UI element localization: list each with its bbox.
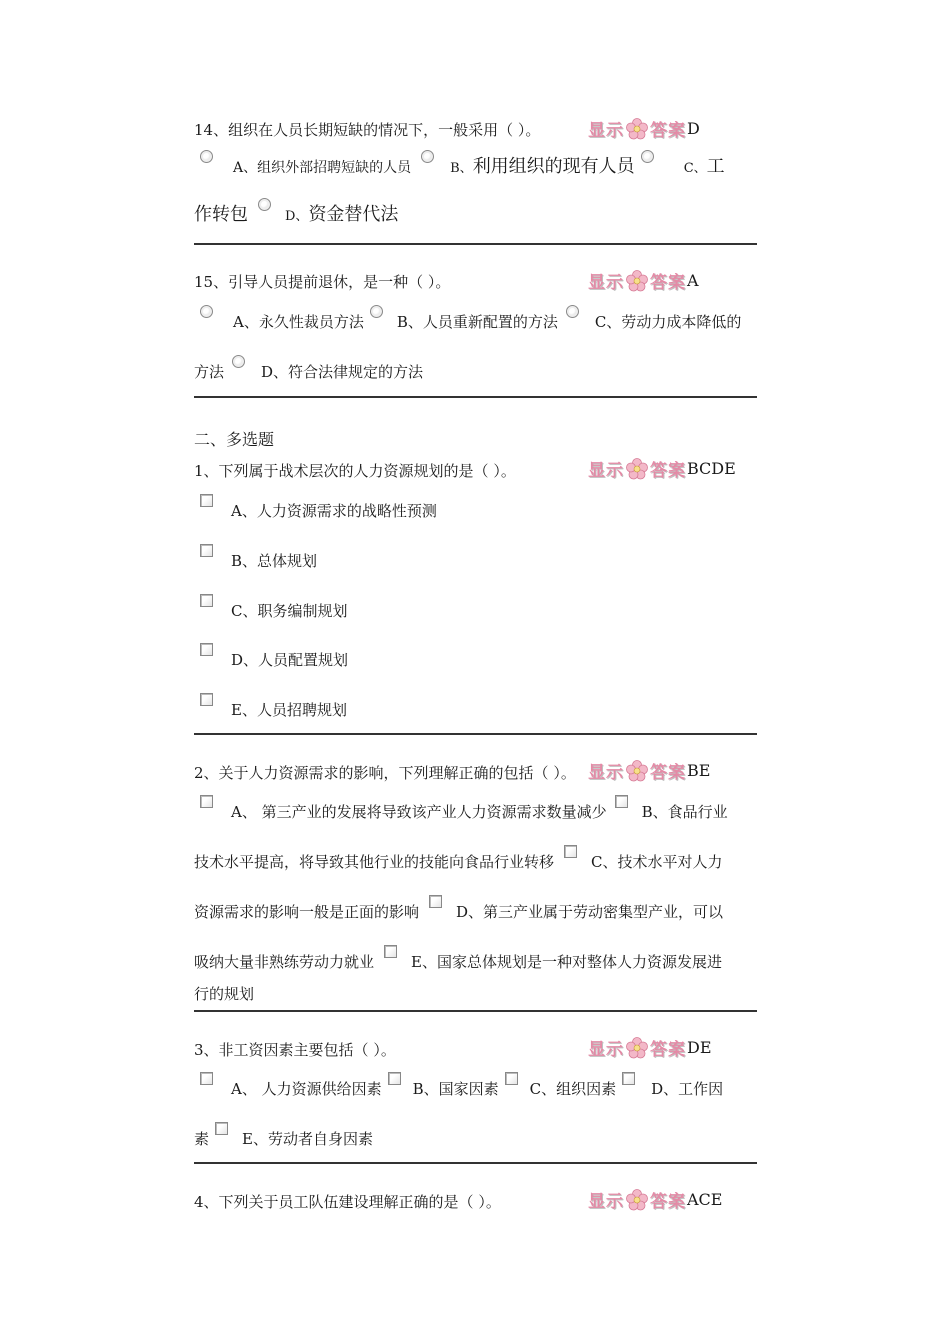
checkbox-c[interactable]: [505, 1072, 518, 1085]
q14-opt-c-prefix: C、: [683, 161, 707, 176]
radio-d[interactable]: [232, 355, 245, 368]
m2-stem: 2、关于人力资源需求的影响，下列理解正确的包括（ ）。: [194, 764, 576, 782]
q15-options-line2: [194, 363, 423, 381]
badge-text-answer: 答案: [650, 1192, 686, 1212]
q15-stem: 15、引导人员提前退休，是一种（ ）。: [194, 273, 451, 291]
divider: [194, 243, 757, 245]
checkbox-e[interactable]: [384, 945, 397, 958]
m1-option-a: [194, 502, 437, 520]
m2-line2: [194, 853, 723, 871]
badge-text-answer: 答案: [650, 1040, 686, 1060]
m2-opt-b-cont: 技术水平提高，将导致其他行业的技能向食品行业转移: [194, 853, 555, 871]
q14-opt-c-cont: 作转包: [194, 204, 248, 225]
show-answer-badge[interactable]: [588, 116, 686, 141]
m1-show-answer[interactable]: [588, 456, 736, 481]
q14-answer: D: [687, 119, 700, 138]
badge-text-answer: 答案: [650, 121, 686, 141]
m3-opt-d-cont: 素: [194, 1130, 210, 1148]
show-answer-badge[interactable]: [588, 456, 686, 481]
q15-options-line1: [194, 313, 741, 331]
q14-options-line1: [194, 158, 725, 178]
flower-icon: [626, 760, 648, 782]
m3-line2: [194, 1130, 373, 1148]
q14-stem: 14、组织在人员长期短缺的情况下，一般采用（ ）。: [194, 121, 541, 139]
badge-text-answer: 答案: [650, 461, 686, 481]
m3-stem: 3、非工资因素主要包括（ ）。: [194, 1041, 396, 1059]
checkbox-d[interactable]: [622, 1072, 635, 1085]
checkbox-b[interactable]: [388, 1072, 401, 1085]
checkbox-c[interactable]: [200, 594, 213, 607]
m1-opt-a-label: A、人力资源需求的战略性预测: [231, 502, 437, 520]
m1-option-c: [194, 602, 347, 620]
m2-opt-e-cont: 行的规划: [194, 985, 255, 1003]
m1-opt-b-label: B、总体规划: [231, 552, 318, 570]
radio-a[interactable]: [200, 150, 213, 163]
flower-icon: [626, 458, 648, 480]
q15-opt-b: B、人员重新配置的方法: [396, 313, 558, 331]
checkbox-c[interactable]: [564, 845, 577, 858]
m2-answer: BE: [687, 761, 711, 780]
m1-opt-c-label: C、职务编制规划: [231, 602, 348, 620]
checkbox-d[interactable]: [200, 643, 213, 656]
checkbox-a[interactable]: [200, 1072, 213, 1085]
m3-opt-e: E、劳动者自身因素: [242, 1130, 373, 1148]
m2-opt-b: B、食品行业: [641, 803, 728, 821]
radio-c[interactable]: [641, 150, 654, 163]
divider: [194, 1010, 757, 1012]
m2-opt-a: A、 第三产业的发展将导致该产业人力资源需求数量减少: [231, 803, 607, 821]
flower-icon: [626, 118, 648, 140]
flower-icon: [626, 1037, 648, 1059]
m3-opt-b: B、国家因素: [412, 1080, 499, 1098]
divider: [194, 1162, 757, 1164]
m2-opt-c: C、技术水平对人力: [591, 853, 723, 871]
checkbox-b[interactable]: [200, 544, 213, 557]
m1-option-b: [194, 552, 317, 570]
q15-opt-c: C、劳动力成本降低的: [594, 313, 742, 331]
m2-line1: [194, 803, 728, 821]
m1-opt-d-label: D、人员配置规划: [231, 651, 349, 669]
checkbox-e[interactable]: [200, 693, 213, 706]
q14-options-line2: [194, 206, 398, 226]
m3-show-answer[interactable]: [588, 1035, 712, 1060]
radio-b[interactable]: [370, 305, 383, 318]
badge-text-answer: 答案: [650, 763, 686, 783]
m1-answer: BCDE: [687, 459, 736, 478]
badge-text-show: 显示: [588, 461, 624, 481]
q14-opt-d-prefix: D、: [285, 209, 309, 224]
m1-opt-e-label: E、人员招聘规划: [231, 701, 347, 719]
badge-text-show: 显示: [588, 1040, 624, 1060]
q15-opt-d: D、符合法律规定的方法: [261, 363, 424, 381]
badge-text-answer: 答案: [650, 273, 686, 293]
radio-d[interactable]: [258, 198, 271, 211]
divider: [194, 396, 757, 398]
checkbox-b[interactable]: [615, 795, 628, 808]
checkbox-d[interactable]: [429, 895, 442, 908]
m2-line4: [194, 953, 722, 971]
flower-icon: [626, 270, 648, 292]
m2-line3: [194, 903, 723, 921]
m1-stem: 1、下列属于战术层次的人力资源规划的是（ ）。: [194, 462, 516, 480]
q15-show-answer[interactable]: [588, 268, 699, 293]
q14-show-answer[interactable]: [588, 116, 700, 141]
m4-show-answer[interactable]: [588, 1187, 722, 1212]
m2-opt-d: D、第三产业属于劳动密集型产业，可以: [456, 903, 724, 921]
m4-answer: ACE: [687, 1190, 723, 1209]
show-answer-badge[interactable]: [588, 1187, 686, 1212]
m3-line1: [194, 1080, 723, 1098]
q14-opt-b-prefix: B、: [450, 161, 473, 176]
show-answer-badge[interactable]: [588, 268, 686, 293]
q14-opt-d: 资金替代法: [308, 204, 399, 225]
q14-opt-c: 工: [706, 156, 725, 177]
radio-c[interactable]: [566, 305, 579, 318]
radio-b[interactable]: [421, 150, 434, 163]
divider: [194, 733, 757, 735]
m2-opt-e: E、国家总体规划是一种对整体人力资源发展进: [411, 953, 722, 971]
radio-a[interactable]: [200, 305, 213, 318]
q15-opt-c-cont: 方法: [194, 363, 225, 381]
m2-opt-c-cont: 资源需求的影响一般是正面的影响: [194, 903, 420, 921]
q14-opt-b: 利用组织的现有人员: [472, 156, 635, 177]
badge-text-show: 显示: [588, 121, 624, 141]
m3-answer: DE: [687, 1038, 712, 1057]
m3-opt-c: C、组织因素: [529, 1080, 617, 1098]
show-answer-badge[interactable]: [588, 1035, 686, 1060]
checkbox-a[interactable]: [200, 795, 213, 808]
m4-stem: 4、下列关于员工队伍建设理解正确的是（ ）。: [194, 1193, 501, 1211]
m2-line5: [194, 985, 254, 1003]
m1-option-e: [194, 701, 347, 719]
show-answer-badge[interactable]: [588, 758, 686, 783]
flower-icon: [626, 1189, 648, 1211]
section-heading-multi: 二、多选题: [194, 430, 275, 449]
m3-opt-d: D、工作因: [651, 1080, 724, 1098]
q15-answer: A: [687, 271, 699, 290]
badge-text-show: 显示: [588, 273, 624, 293]
m2-show-answer[interactable]: [588, 758, 710, 783]
m1-option-d: [194, 651, 348, 669]
m2-opt-d-cont: 吸纳大量非熟练劳动力就业: [194, 953, 375, 971]
m3-opt-a: A、 人力资源供给因素: [231, 1080, 382, 1098]
checkbox-a[interactable]: [200, 494, 213, 507]
badge-text-show: 显示: [588, 763, 624, 783]
badge-text-show: 显示: [588, 1192, 624, 1212]
q15-opt-a: A、永久性裁员方法: [233, 313, 364, 331]
q14-opt-a: A、组织外部招聘短缺的人员: [233, 160, 412, 176]
checkbox-e[interactable]: [215, 1122, 228, 1135]
